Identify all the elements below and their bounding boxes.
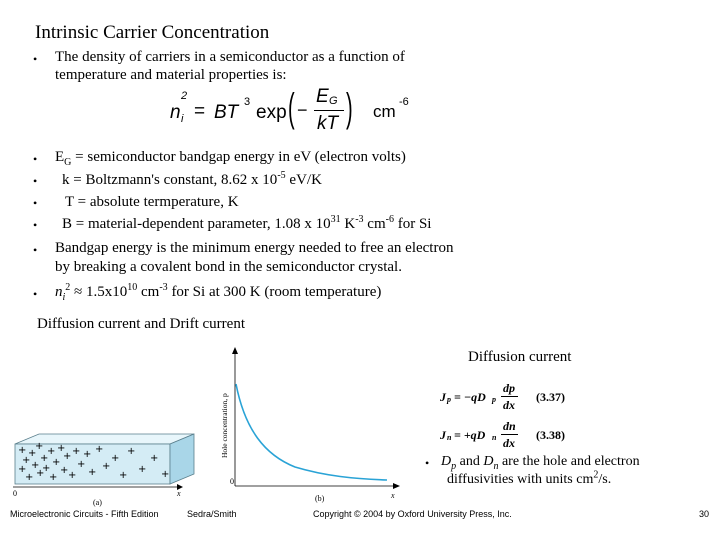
formula-numerator: E bbox=[316, 86, 329, 107]
slide-title: Intrinsic Carrier Concentration bbox=[35, 22, 270, 43]
hole-plus-marker: + bbox=[42, 463, 51, 474]
def-t: T = absolute termperature, K bbox=[65, 194, 239, 210]
hole-plus-marker: + bbox=[40, 453, 49, 464]
caption-a: (a) bbox=[93, 498, 102, 507]
hole-plus-marker: + bbox=[35, 441, 44, 452]
intro-line-2: temperature and material properties is: bbox=[55, 67, 287, 83]
bullet-marker: • bbox=[33, 243, 38, 257]
intro-line-1: The density of carriers in a semiconductor as a function of bbox=[55, 49, 405, 65]
eq1-rhs: = −qD bbox=[454, 390, 486, 404]
concentration-curve bbox=[236, 384, 387, 480]
eq2-rhs: = +qD bbox=[454, 428, 486, 442]
eq2-dden: dx bbox=[503, 436, 515, 450]
hole-plus-marker: + bbox=[18, 445, 27, 456]
eq2-tag: (3.38) bbox=[536, 428, 565, 442]
bullet-marker: • bbox=[33, 287, 38, 301]
eq1-lhs: J bbox=[440, 390, 446, 404]
eq1-fraction-bar bbox=[501, 396, 518, 397]
hole-plus-marker: + bbox=[111, 453, 120, 464]
formula-lhs: n bbox=[170, 102, 181, 123]
semiconductor-bar-figure bbox=[5, 425, 205, 510]
fraction-bar bbox=[314, 110, 344, 111]
hole-plus-marker: + bbox=[161, 469, 170, 480]
hole-plus-marker: + bbox=[63, 451, 72, 462]
formula-lhs-sub: i bbox=[181, 113, 184, 125]
hole-plus-marker: + bbox=[83, 449, 92, 460]
equation-3-37 bbox=[440, 380, 590, 416]
def-k: k = Boltzmann's constant, 8.62 x $10^{-5}$ eV/K bbox=[62, 170, 322, 188]
footer-copyright: Copyright © 2004 by Oxford University Press, Inc. bbox=[313, 509, 512, 519]
hole-plus-marker: + bbox=[88, 467, 97, 478]
eq2-fraction-bar bbox=[501, 434, 518, 435]
hole-plus-marker: + bbox=[102, 461, 111, 472]
diffusivity-line-1: $D_p$ and $D_n$ are the hole and electron bbox=[441, 454, 640, 472]
hole-plus-marker: + bbox=[28, 448, 37, 459]
bullet-marker: • bbox=[33, 152, 38, 166]
formula-minus: − bbox=[297, 100, 308, 120]
axis-y-b: Hole concentration, p bbox=[220, 393, 229, 458]
hole-plus-marker: + bbox=[57, 443, 66, 454]
formula-unit-exp: -6 bbox=[399, 96, 409, 108]
eq2-lhs: J bbox=[440, 428, 446, 442]
eq2-lhs-sub: n bbox=[447, 433, 452, 442]
axis-origin-b: 0 bbox=[230, 477, 234, 486]
eq1-dnum: dp bbox=[503, 381, 515, 395]
axis-x-b: x bbox=[391, 491, 395, 500]
caption-b: (b) bbox=[315, 494, 325, 503]
formula-paren-open: ( bbox=[288, 86, 295, 130]
formula-coef-exp: 3 bbox=[244, 96, 251, 108]
section-subheading: Diffusion current and Drift current bbox=[37, 316, 245, 332]
footer-page-number: 30 bbox=[699, 509, 710, 519]
x-axis-b-arrow bbox=[393, 483, 400, 489]
formula-denominator: kT bbox=[317, 113, 339, 134]
hole-plus-marker: + bbox=[77, 459, 86, 470]
eq1-rhs-sub: p bbox=[492, 395, 496, 404]
diffusion-label: Diffusion current bbox=[468, 349, 572, 365]
formula-exp: exp bbox=[256, 102, 287, 123]
hole-plus-marker: + bbox=[22, 455, 31, 466]
formula-unit: cm bbox=[373, 102, 396, 121]
eq2-dnum: dn bbox=[503, 419, 516, 433]
footer-authors: Sedra/Smith bbox=[187, 509, 237, 519]
hole-plus-marker: + bbox=[60, 465, 69, 476]
hole-plus-marker: + bbox=[127, 446, 136, 457]
hole-plus-marker: + bbox=[119, 470, 128, 481]
hole-concentration-plot bbox=[215, 340, 410, 505]
hole-plus-marker: + bbox=[95, 444, 104, 455]
y-axis-b-arrow bbox=[232, 347, 238, 354]
bullet-marker: • bbox=[33, 52, 38, 66]
footer-book: Microelectronic Circuits - Fifth Edition bbox=[10, 509, 159, 519]
eq2-rhs-sub: n bbox=[492, 433, 497, 442]
bandgap-line-2: by breaking a covalent bond in the semiconductor crystal. bbox=[55, 259, 402, 275]
formula-coef: BT bbox=[214, 102, 239, 123]
eq1-dden: dx bbox=[503, 398, 515, 412]
def-b: B = material-dependent parameter, 1.08 x $10^{31}$ $K^{-3}$ $cm^{-6}$ for Si bbox=[62, 214, 432, 232]
axis-origin-a: 0 bbox=[13, 489, 17, 498]
carrier-formula bbox=[170, 82, 420, 140]
hole-plus-marker: + bbox=[72, 446, 81, 457]
hole-plus-marker: + bbox=[52, 457, 61, 468]
bandgap-line-1: Bandgap energy is the minimum energy needed to free an electron bbox=[55, 240, 454, 256]
hole-plus-marker: + bbox=[36, 468, 45, 479]
eq1-lhs-sub: p bbox=[447, 395, 451, 404]
hole-plus-marker: + bbox=[150, 453, 159, 464]
bullet-marker: • bbox=[33, 218, 38, 232]
bullet-marker: • bbox=[33, 196, 38, 210]
hole-plus-marker: + bbox=[49, 472, 58, 483]
hole-plus-marker: + bbox=[138, 464, 147, 475]
hole-plus-marker: + bbox=[47, 446, 56, 457]
hole-plus-marker: + bbox=[18, 464, 27, 475]
hole-plus-marker: + bbox=[68, 470, 77, 481]
formula-lhs-sup: 2 bbox=[181, 90, 188, 102]
eq1-tag: (3.37) bbox=[536, 390, 565, 404]
bullet-marker: • bbox=[33, 174, 38, 188]
def-eg: $E_G$ = semiconductor bandgap energy in eV (electron volts) bbox=[55, 149, 406, 168]
bullet-marker: • bbox=[425, 456, 430, 470]
hole-plus-marker: + bbox=[25, 472, 34, 483]
diffusivity-line-2: diffusivities with units $cm^2/s$. bbox=[447, 469, 612, 487]
formula-numerator-sub: G bbox=[329, 95, 338, 107]
formula-equals: = bbox=[194, 101, 206, 122]
axis-x-a: x bbox=[177, 489, 181, 498]
formula-paren-close: ) bbox=[346, 86, 353, 130]
hole-plus-marker: + bbox=[31, 460, 40, 471]
def-ni: $n_i^2 \approx 1.5x10^{10}$ $cm^{-3}$ for Si at 300 K (room temperature) bbox=[55, 282, 382, 303]
equation-3-38 bbox=[440, 418, 590, 454]
